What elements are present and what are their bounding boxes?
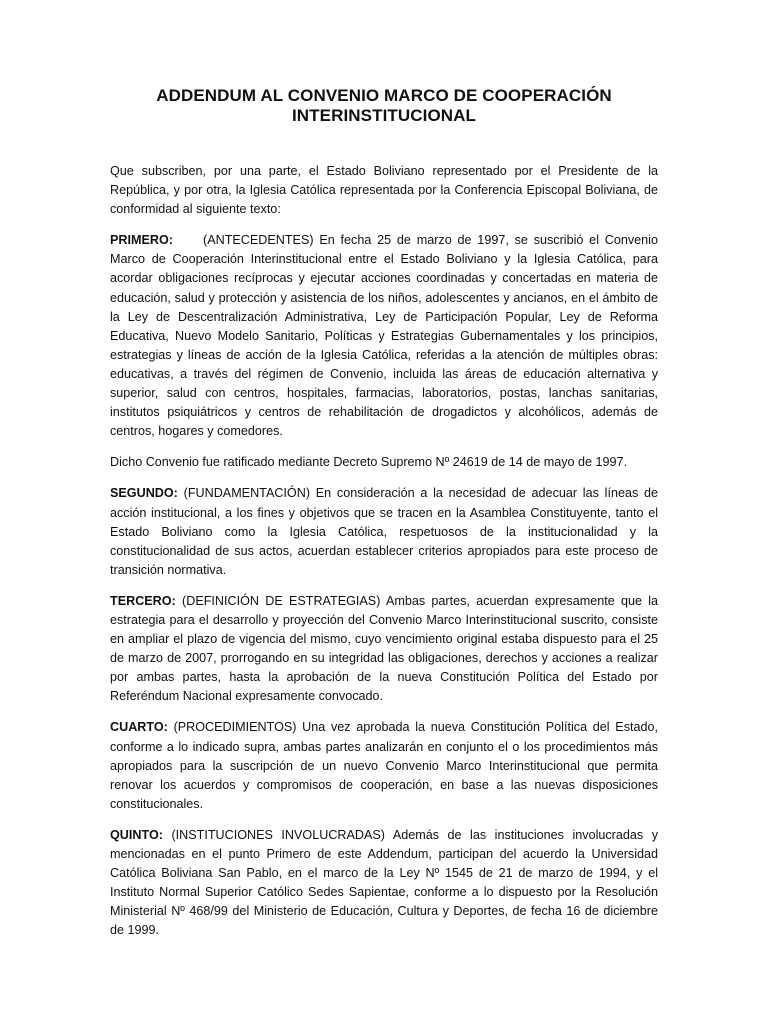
clause-label: SEGUNDO: [110, 486, 178, 501]
clause-text: (PROCEDIMIENTOS) Una vez aprobada la nueva Constitución Política del Estado, conforme a lo indicado supra, ambas partes analizarán en conjunto el o los procedimientos más apropiados para la suscripción de un nuevo Convenio Marco Interinstitucional que permita renovar los acuerdos y compromisos de cooperación, en base a las nuevas disposiciones constitucionales. [110, 720, 659, 811]
clause-label: CUARTO: [110, 720, 168, 735]
clause-label: TERCERO: [110, 593, 176, 608]
clause-text: (DEFINICIÓN DE ESTRATEGIAS) Ambas partes, acuerdan expresamente que la estrategia para el desarrollo y proyección del Convenio Marco Interinstitucional suscrito, consiste en ampliar el plazo de vigencia del mismo, cuyo vencimiento original estaba dispuesto para el 25 de marzo de 2007, prorrogando en su integridad las obligaciones, derechos y acciones a realizar por ambas partes, hasta la aprobación de la nueva Constitución Política del Estado por Referéndum Nacional expresamente convocado. [110, 593, 659, 704]
title-line-2: INTERINSTITUCIONAL [291, 106, 477, 125]
document-title [110, 86, 658, 126]
clause-text: (FUNDAMENTACIÓN) En consideración a la necesidad de adecuar las líneas de acción institucional, a los fines y objetivos que se tracen en la Asamblea Constituyente, tanto el Estado Boliviano como la Iglesia Católica, respetuosos de la institucionalidad y la constitucionalidad de sus actos, acuerdan establecer criterios apropiados para este proceso de transición normativa. [110, 486, 659, 577]
clause-cuarto [110, 718, 658, 813]
ratification-paragraph: Dicho Convenio fue ratificado mediante Decreto Supremo Nº 24619 de 14 de mayo de 1997. [110, 455, 628, 470]
clause-primero [110, 231, 658, 441]
title-line-1: ADDENDUM AL CONVENIO MARCO DE COOPERACIÓN [156, 86, 612, 105]
clause-label: QUINTO: [110, 827, 163, 842]
clause-label: PRIMERO: [110, 233, 173, 248]
clause-quinto [110, 826, 658, 941]
clause-segundo [110, 484, 658, 579]
intro-paragraph: Que subscriben, por una parte, el Estado Boliviano representado por el Presidente de la República, y por otra, la Iglesia Católica representada por la Conferencia Episcopal Boliviana, de conformidad al siguiente texto: [110, 164, 658, 217]
clause-text: (ANTECEDENTES) En fecha 25 de marzo de 1997, se suscribió el Convenio Marco de Cooperación Interinstitucional entre el Estado Boliviano y la Iglesia Católica, para acordar obligaciones recíprocas y ejecutar acciones coordinadas y concertadas en materia de educación, salud y protección y asistencia de los niños, adolescentes y ancianos, en el ámbito de la Ley de Descentralización Administrativa, Ley de Participación Popular, Ley de Reforma Educativa, Nuevo Modelo Sanitario, Políticas y Estrategias Gubernamentales y los principios, estrategias y líneas de acción de la Iglesia Católica, referidas a la atención de múltiples obras: educativas, a través del régimen de Convenio, incluida las áreas de educación alternativa y superior, salud con centros, hospitales, farmacias, laboratorios, postas, lanchas sanitarias, institutos psiquiátricos y centros de rehabilitación de drogadictos y alcohólicos, además de centros, hogares y comedores. [110, 233, 658, 439]
clause-tercero [110, 592, 658, 707]
clause-text: (INSTITUCIONES INVOLUCRADAS) Además de las instituciones involucradas y mencionadas en el punto Primero de este Addendum, participan del acuerdo la Universidad Católica Boliviana San Pablo, en el marco de la Ley Nº 1545 de 21 de marzo de 1994, y el Instituto Normal Superior Católico Sedes Sapientae, conforme a lo dispuesto por la Resolución Ministerial Nº 468/99 del Ministerio de Educación, Cultura y Deportes, de fecha 16 de diciembre de 1999. [110, 827, 658, 938]
